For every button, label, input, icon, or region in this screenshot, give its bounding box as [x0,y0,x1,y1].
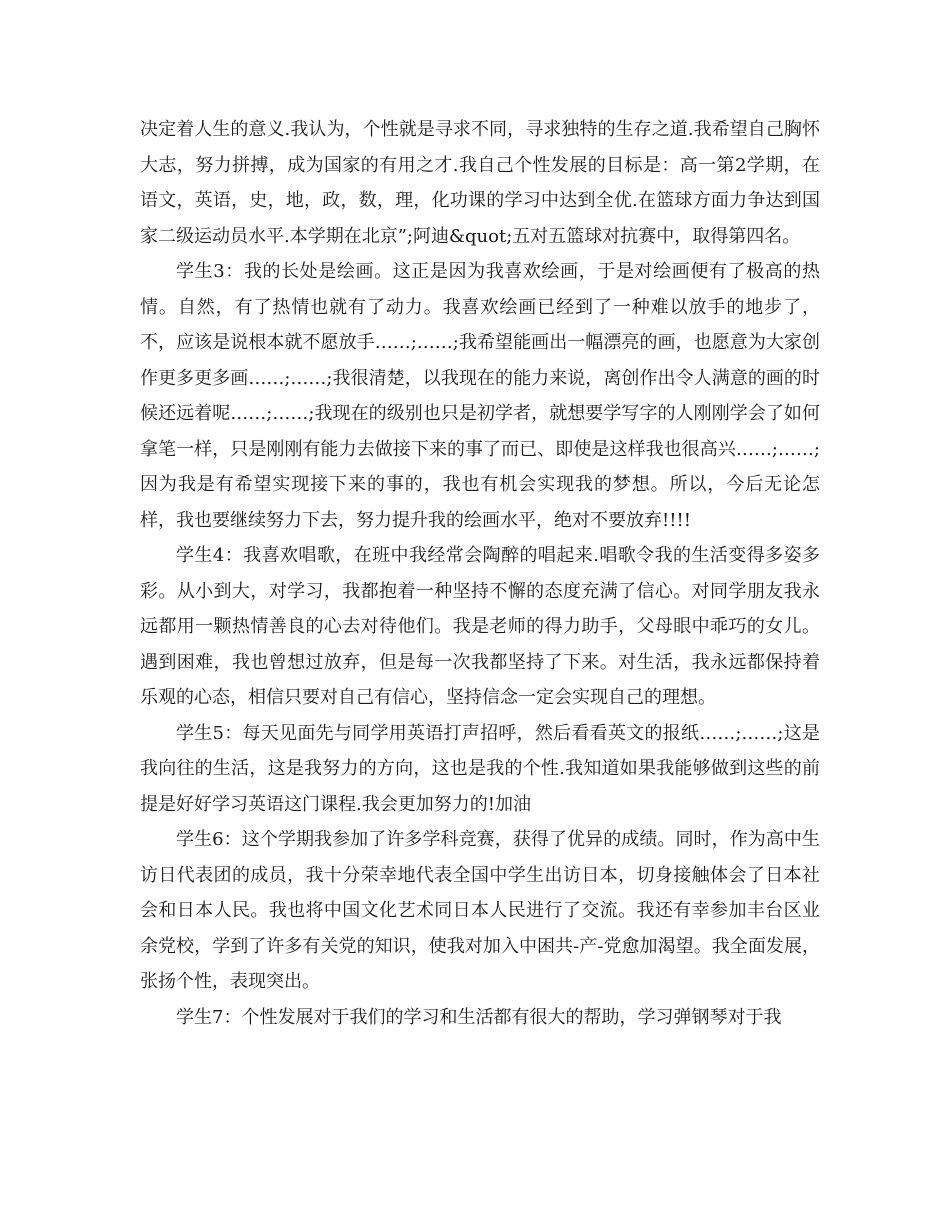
paragraph-student-6: 学生6：这个学期我参加了许多学科竞赛，获得了优异的成绩。同时，作为高中生访日代表团的成员，我十分荣幸地代表全国中学生出访日本，切身接触体会了日本社会和日本人民。我也将中国文化艺术同日本人民进行了交流。我还有幸参加丰台区业余党校，学到了许多有关党的知识，使我对加入中困共-产-党愈加渴望。我全面发展，张扬个性，表现突出。 [140,829,820,992]
document-page [140,112,820,1035]
paragraph-student-5: 学生5：每天见面先与同学用英语打声招呼，然后看看英文的报纸……;……;这是我向往的生活，这是我努力的方向，这也是我的个性.我知道如果我能够做到这些的前提是好好学习英语这门课程.我会更加努力的!加油 [140,722,820,815]
paragraph-student-7: 学生7：个性发展对于我们的学习和生活都有很大的帮助，学习弹钢琴对于我 [176,1006,782,1028]
paragraph-student-3: 学生3：我的长处是绘画。这正是因为我喜欢绘画，于是对绘画便有了极高的热情。自然，有了热情也就有了动力。我喜欢绘画已经到了一种难以放手的地步了，不，应该是说根本就不愿放手……;……;我希望能画出一幅漂亮的画，也愿意为大家创作更多更多画……;……;我很清楚，以我现在的能力来说，离创作出令人满意的画的时候还远着呢……;……;我现在的级别也只是初学者，就想要学写字的人刚刚学会了如何拿笔一样，只是刚刚有能力去做接下来的事了而已、即使是这样我也很高兴……;……;因为我是有希望实现接下来的事的，我也有机会实现我的梦想。所以，今后无论怎样，我也要继续努力下去，努力提升我的绘画水平，绝对不要放弃!!!! [140,261,820,531]
paragraph-continuation: 决定着人生的意义.我认为，个性就是寻求不同，寻求独特的生存之道.我希望自己胸怀大志，努力拼搏，成为国家的有用之才.我自己个性发展的目标是：高一第2学期，在语文，英语，史，地，政，数，理，化功课的学习中达到全优.在篮球方面力争达到国家二级运动员水平.本学期在北京”;阿迪&quot;五对五篮球对抗赛中，取得第四名。 [140,119,820,247]
paragraph-student-4: 学生4：我喜欢唱歌，在班中我经常会陶醉的唱起来.唱歌令我的生活变得多姿多彩。从小到大，对学习，我都抱着一种坚持不懈的态度充满了信心。对同学朋友我永远都用一颗热情善良的心去对待他们。我是老师的得力助手，父母眼中乖巧的女儿。遇到困难，我也曾想过放弃，但是每一次我都坚持了下来。对生活，我永远都保持着乐观的心态，相信只要对自己有信心，坚持信念一定会实现自己的理想。 [140,545,820,708]
